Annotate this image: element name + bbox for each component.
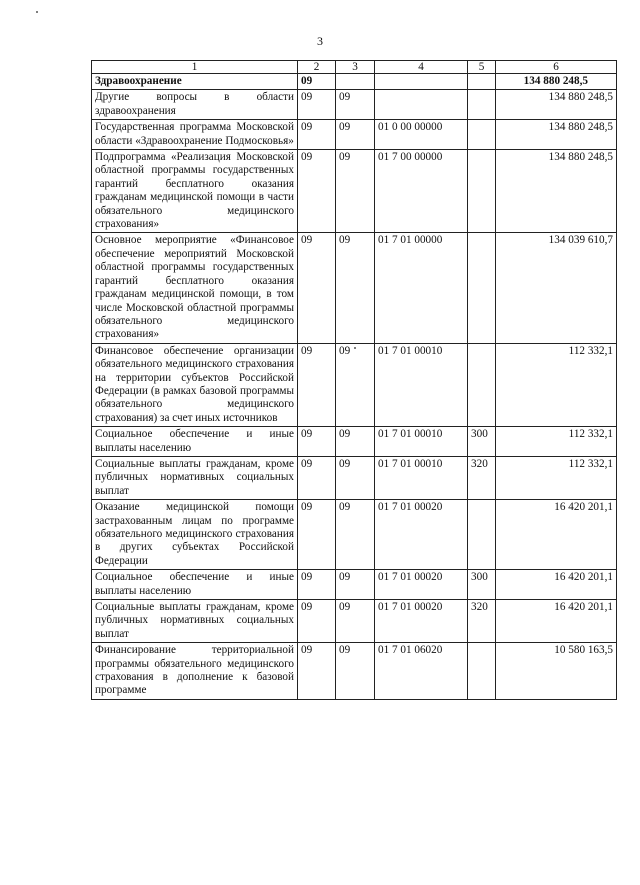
expense-type-cell bbox=[468, 74, 496, 90]
section-code-cell: 09 bbox=[298, 643, 336, 700]
section-code-cell: 09 bbox=[298, 90, 336, 120]
table-row bbox=[92, 233, 617, 343]
expense-type-cell bbox=[468, 343, 496, 426]
target-article-cell bbox=[375, 74, 468, 90]
section-code-cell: 09 bbox=[298, 570, 336, 600]
row-name-cell: Социальные выплаты гражданам, кроме публичных нормативных социальных выплат bbox=[92, 456, 298, 499]
amount-cell: 112 332,1 bbox=[496, 456, 617, 499]
table-row bbox=[92, 570, 617, 600]
row-name-cell: Подпрограмма «Реализация Московской областной программы государственных гарантий бесплатного оказания гражданам медицинской помощи в части обязательного медицинского страхования» bbox=[92, 150, 298, 233]
section-code-cell: 09 bbox=[298, 343, 336, 426]
expense-type-cell: 320 bbox=[468, 456, 496, 499]
row-name-cell: Социальные выплаты гражданам, кроме публичных нормативных социальных выплат bbox=[92, 600, 298, 643]
table-row bbox=[92, 600, 617, 643]
amount-cell: 134 880 248,5 bbox=[496, 74, 617, 90]
section-code-cell: 09 bbox=[298, 500, 336, 570]
table-row bbox=[92, 120, 617, 150]
row-name-cell: Государственная программа Московской области «Здравоохранение Подмосковья» bbox=[92, 120, 298, 150]
column-header: 2 bbox=[298, 61, 336, 74]
expense-type-cell: 320 bbox=[468, 600, 496, 643]
row-name-cell: Основное мероприятие «Финансовое обеспечение мероприятий Московской областной программы государственных гарантий бесплатного оказания гражданам медицинской помощи, в том числе Московской областной программы обязательного медицинского страхования» bbox=[92, 233, 298, 343]
section-code-cell: 09 bbox=[298, 456, 336, 499]
subsection-code-cell: 09 bbox=[336, 150, 375, 233]
table-row bbox=[92, 643, 617, 700]
expense-type-cell bbox=[468, 643, 496, 700]
subsection-code-cell: 09 bbox=[336, 343, 375, 426]
target-article-cell: 01 7 01 00010 bbox=[375, 427, 468, 457]
target-article-cell: 01 7 01 00010 bbox=[375, 343, 468, 426]
table-row bbox=[92, 343, 617, 426]
section-code-cell: 09 bbox=[298, 150, 336, 233]
amount-cell: 16 420 201,1 bbox=[496, 600, 617, 643]
subsection-code-cell: 09 bbox=[336, 427, 375, 457]
table-header-row bbox=[92, 61, 617, 74]
target-article-cell: 01 7 01 00020 bbox=[375, 570, 468, 600]
subsection-code-cell: 09 bbox=[336, 456, 375, 499]
row-name-cell: Финансовое обеспечение организации обязательного медицинского страхования на территории субъектов Российской Федерации (в рамках базовой программы обязательного медицинского страхования) за счет иных источников bbox=[92, 343, 298, 426]
target-article-cell: 01 7 01 06020 bbox=[375, 643, 468, 700]
column-header: 4 bbox=[375, 61, 468, 74]
subsection-code-cell: 09 bbox=[336, 600, 375, 643]
amount-cell: 112 332,1 bbox=[496, 343, 617, 426]
amount-cell: 134 880 248,5 bbox=[496, 90, 617, 120]
target-article-cell: 01 7 01 00020 bbox=[375, 600, 468, 643]
amount-cell: 10 580 163,5 bbox=[496, 643, 617, 700]
target-article-cell: 01 0 00 00000 bbox=[375, 120, 468, 150]
subsection-code-cell: 09 bbox=[336, 233, 375, 343]
amount-cell: 112 332,1 bbox=[496, 427, 617, 457]
target-article-cell: 01 7 01 00010 bbox=[375, 456, 468, 499]
amount-cell: 134 880 248,5 bbox=[496, 120, 617, 150]
amount-cell: 16 420 201,1 bbox=[496, 500, 617, 570]
column-header: 6 bbox=[496, 61, 617, 74]
subsection-code-cell bbox=[336, 74, 375, 90]
budget-table bbox=[91, 60, 617, 700]
row-name-cell: Оказание медицинской помощи застрахованным лицам по программе обязательного медицинского страхования в других субъектах Российской Федерации bbox=[92, 500, 298, 570]
subsection-code-cell: 09 bbox=[336, 90, 375, 120]
table-row bbox=[92, 427, 617, 457]
expense-type-cell bbox=[468, 120, 496, 150]
target-article-cell: 01 7 00 00000 bbox=[375, 150, 468, 233]
column-header: 5 bbox=[468, 61, 496, 74]
expense-type-cell bbox=[468, 500, 496, 570]
expense-type-cell: 300 bbox=[468, 427, 496, 457]
expense-type-cell: 300 bbox=[468, 570, 496, 600]
expense-type-cell bbox=[468, 90, 496, 120]
expense-type-cell bbox=[468, 233, 496, 343]
table-row bbox=[92, 74, 617, 90]
row-name-cell: Финансирование территориальной программы обязательного медицинского страхования в дополнение к базовой программе bbox=[92, 643, 298, 700]
amount-cell: 134 880 248,5 bbox=[496, 150, 617, 233]
section-code-cell: 09 bbox=[298, 427, 336, 457]
section-code-cell: 09 bbox=[298, 74, 336, 90]
page-number: 3 bbox=[317, 34, 323, 48]
table-row bbox=[92, 500, 617, 570]
section-code-cell: 09 bbox=[298, 120, 336, 150]
scan-speck bbox=[36, 11, 38, 13]
column-header: 1 bbox=[92, 61, 298, 74]
row-name-cell: Другие вопросы в области здравоохранения bbox=[92, 90, 298, 120]
subsection-code-cell: 09 bbox=[336, 570, 375, 600]
section-code-cell: 09 bbox=[298, 600, 336, 643]
column-header: 3 bbox=[336, 61, 375, 74]
target-article-cell: 01 7 01 00000 bbox=[375, 233, 468, 343]
table-row bbox=[92, 456, 617, 499]
expense-type-cell bbox=[468, 150, 496, 233]
row-name-cell: Здравоохранение bbox=[92, 74, 298, 90]
amount-cell: 134 039 610,7 bbox=[496, 233, 617, 343]
row-name-cell: Социальное обеспечение и иные выплаты населению bbox=[92, 570, 298, 600]
table-row bbox=[92, 150, 617, 233]
subsection-code-cell: 09 bbox=[336, 643, 375, 700]
row-name-cell: Социальное обеспечение и иные выплаты населению bbox=[92, 427, 298, 457]
amount-cell: 16 420 201,1 bbox=[496, 570, 617, 600]
subsection-code-cell: 09 bbox=[336, 120, 375, 150]
target-article-cell bbox=[375, 90, 468, 120]
table-row bbox=[92, 90, 617, 120]
subsection-code-cell: 09 bbox=[336, 500, 375, 570]
target-article-cell: 01 7 01 00020 bbox=[375, 500, 468, 570]
section-code-cell: 09 bbox=[298, 233, 336, 343]
